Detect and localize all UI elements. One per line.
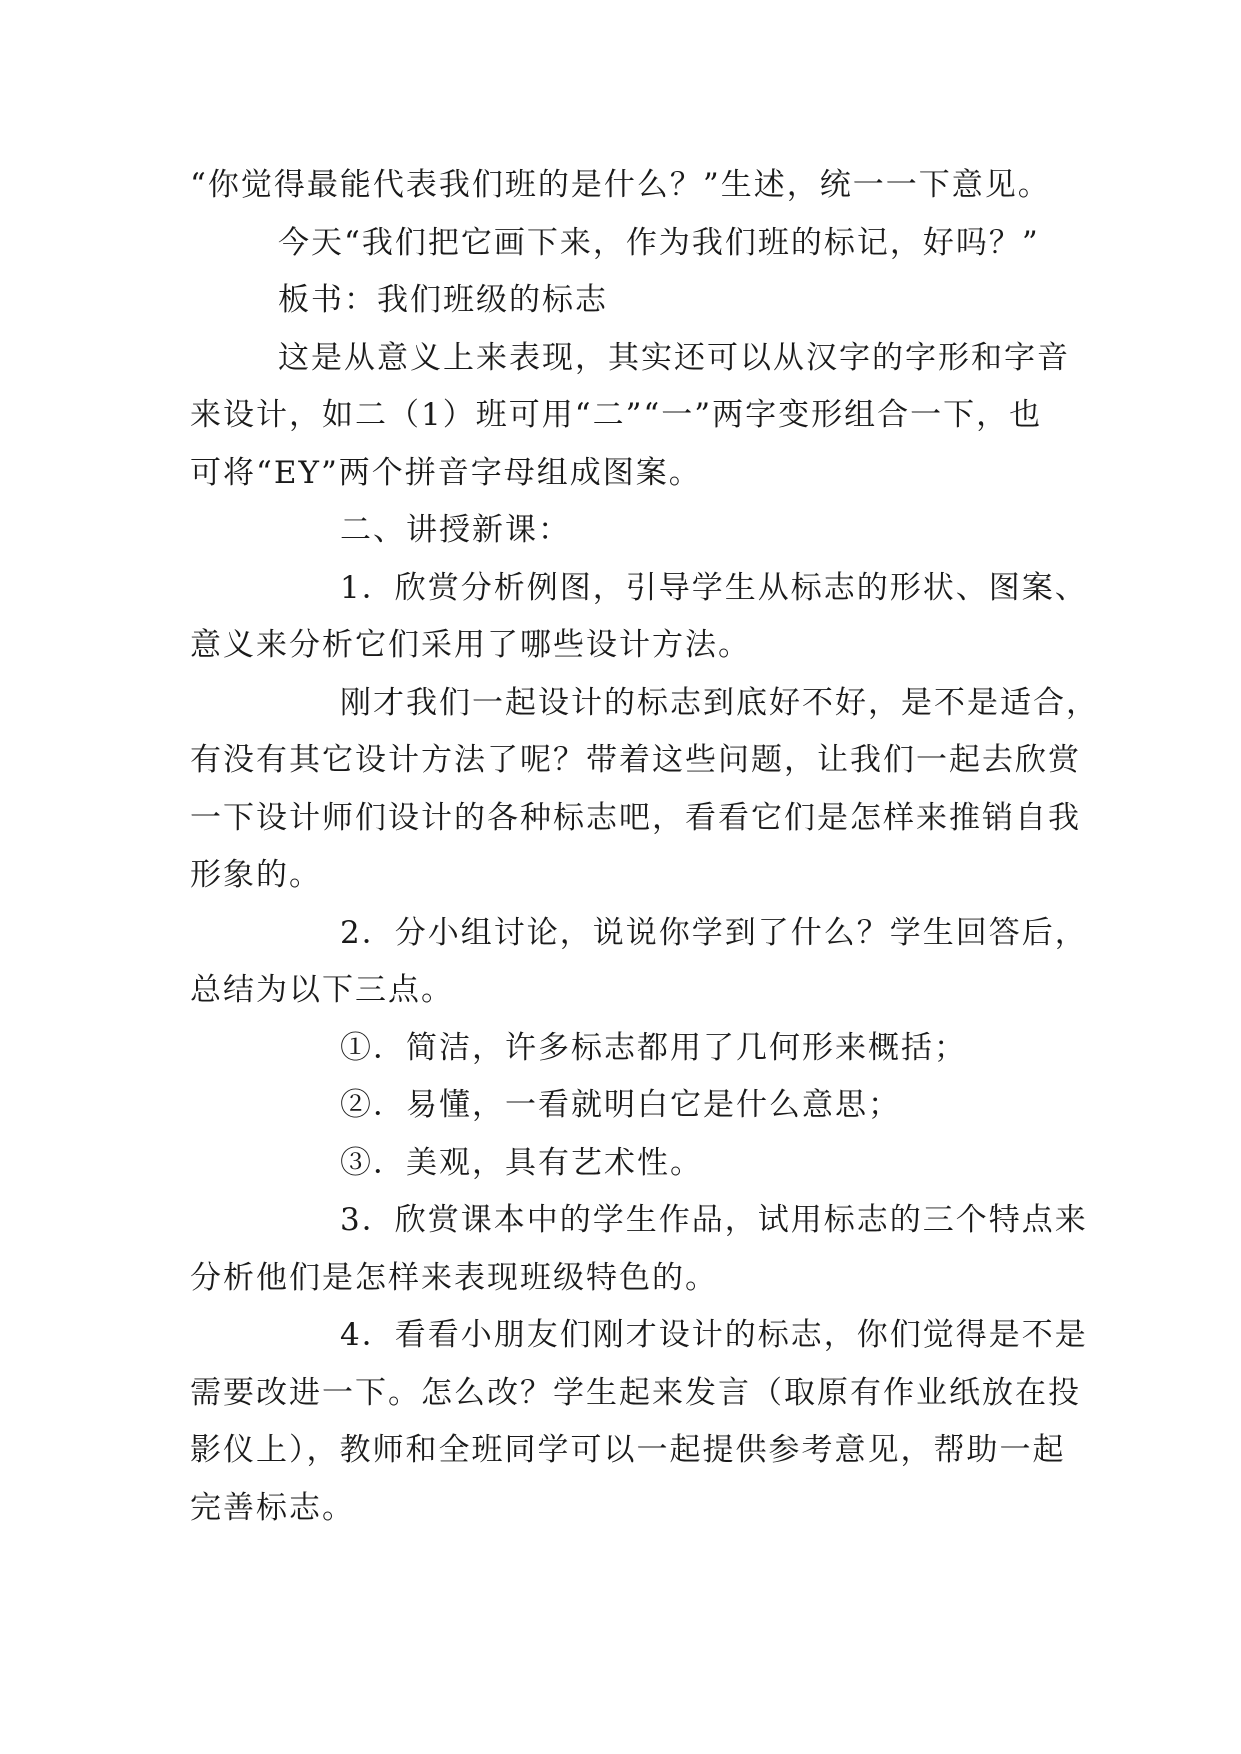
text-line: 意义来分析它们采用了哪些设计方法。 (190, 627, 751, 663)
text-line: “你觉得最能代表我们班的是什么？”生述，统一一下意见。 (190, 167, 1051, 203)
text-line: 刚才我们一起设计的标志到底好不好，是不是适合， (340, 685, 1099, 721)
text-line: 板书：我们班级的标志 (278, 282, 608, 318)
text-line: 有没有其它设计方法了呢？带着这些问题，让我们一起去欣赏 (190, 742, 1081, 778)
section-heading: 二、讲授新课： (340, 512, 571, 548)
list-item: ②．易懂，一看就明白它是什么意思； (340, 1087, 901, 1123)
text-line: 形象的。 (190, 857, 322, 893)
text-line: 2．分小组讨论，说说你学到了什么？学生回答后， (340, 915, 1088, 951)
list-item: ③．美观，具有艺术性。 (340, 1145, 703, 1181)
text-line: 可将“EY”两个拼音字母组成图案。 (190, 455, 702, 491)
list-item: ①．简洁，许多标志都用了几何形来概括； (340, 1030, 967, 1066)
text-line: 4．看看小朋友们刚才设计的标志，你们觉得是不是 (340, 1317, 1088, 1353)
text-line: 影仪上），教师和全班同学可以一起提供参考意见，帮助一起 (190, 1432, 1066, 1468)
text-line: 1．欣赏分析例图，引导学生从标志的形状、图案、 (340, 570, 1088, 606)
text-line: 今天“我们把它画下来，作为我们班的标记，好吗？” (278, 225, 1040, 261)
text-line: 总结为以下三点。 (190, 972, 454, 1008)
text-line: 需要改进一下。怎么改？学生起来发言（取原有作业纸放在投 (190, 1375, 1081, 1411)
text-line: 这是从意义上来表现，其实还可以从汉字的字形和字音 (278, 340, 1070, 376)
text-line: 3．欣赏课本中的学生作品，试用标志的三个特点来 (340, 1202, 1088, 1238)
text-line: 一下设计师们设计的各种标志吧，看看它们是怎样来推销自我 (190, 800, 1081, 836)
text-line: 来设计，如二（1）班可用“二”“一”两字变形组合一下，也 (190, 397, 1043, 433)
text-line: 分析他们是怎样来表现班级特色的。 (190, 1260, 718, 1296)
text-line: 完善标志。 (190, 1490, 355, 1526)
